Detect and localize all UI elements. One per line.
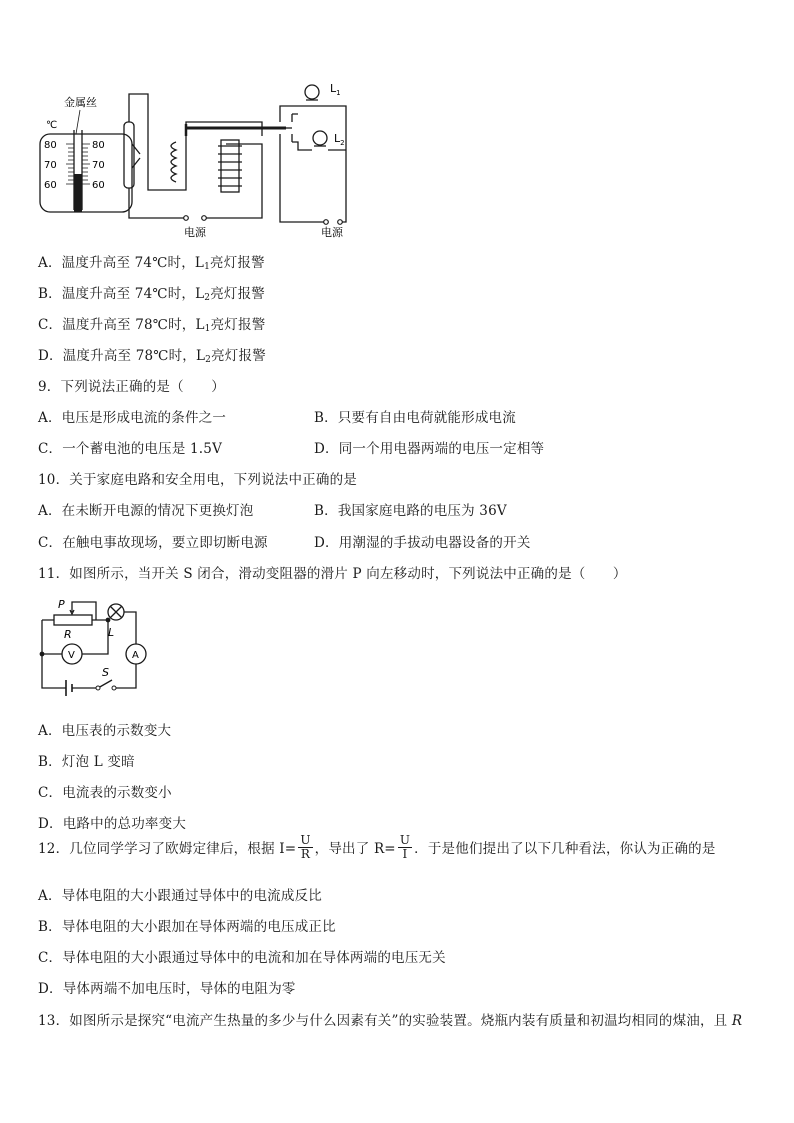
q9-stem: 9．下列说法正确的是（ ） [38,379,225,395]
scale-right-80: 80 [92,140,105,151]
q11-stem: 11．如图所示，当开关 S 闭合，滑动变阻器的滑片 P 向左移动时，下列说法中正确的是（ ） [38,566,627,582]
q12-option-b: B．导体电阻的大小跟加在导体两端的电压成正比 [38,919,336,935]
q11-option-d: D．电路中的总功率变大 [38,816,187,832]
q12-option-d: D．导体两端不加电压时，导体的电阻为零 [38,981,296,997]
q10-option-a: A．在未断开电源的情况下更换灯泡 [38,503,254,519]
celsius-label: ℃ [46,120,58,131]
q13-stem: 13．如图所示是探究“电流产生热量的多少与什么因素有关”的实验装置。烧瓶内装有质量和初温均相同的煤油，且 R [38,1013,743,1029]
slider-p-label: P [58,598,65,611]
q9-option-a: A．电压是形成电流的条件之一 [38,410,227,426]
q11-option-c: C．电流表的示数变小 [38,785,172,801]
scale-left-70: 70 [44,160,57,171]
q11-option-a: A．电压表的示数变大 [38,723,172,739]
scale-right-60: 60 [92,180,105,191]
lamp-l1-label: $L_1$ [330,82,341,97]
q12-stem: 12．几位同学学习了欧姆定律后，根据 I= $\frac{U}{R}$ ，导出了 R= $\frac{U}{I}$ ．于是他们提出了以下几种看法，你认为正确的是 [38,833,716,861]
q12-option-c: C．导体电阻的大小跟通过导体中的电流和加在导体两端的电压无关 [38,950,446,966]
q8-option-a: A．温度升高至 74℃时，$L_1$亮灯报警 [38,255,265,272]
q8-option-b: B．温度升高至 74℃时，$L_2$亮灯报警 [38,286,266,303]
q10-stem: 10．关于家庭电路和安全用电，下列说法中正确的是 [38,472,357,488]
lamp-l2-label: $L_2$ [334,132,345,147]
power-label-1: 电源 [184,226,206,239]
q12-option-a: A．导体电阻的大小跟通过导体中的电流成反比 [38,888,322,904]
q8-option-d: D．温度升高至 78℃时，$L_2$亮灯报警 [38,348,266,365]
power-label-2: 电源 [321,226,343,239]
q11-option-b: B．灯泡 L 变暗 [38,754,135,770]
q10-option-c: C．在触电事故现场，要立即切断电源 [38,535,268,551]
fraction-u-over-r: $\frac{U}{R}$ [300,833,311,861]
q9-option-b: B．只要有自由电荷就能形成电流 [314,410,516,426]
lamp-l-label: L [108,626,115,639]
rheostat-r-label: R [64,628,72,641]
scale-left-60: 60 [44,180,57,191]
scale-left-80: 80 [44,140,57,151]
q9-option-c: C．一个蓄电池的电压是 1.5V [38,441,223,457]
q10-option-b: B．我国家庭电路的电压为 36V [314,503,507,519]
metal-wire-label: 金属丝 [64,96,97,109]
fraction-u-over-i: $\frac{U}{I}$ [399,833,411,861]
switch-s-label: S [102,666,109,679]
q10-option-d: D．用潮湿的手拔动电器设备的开关 [314,535,531,551]
q8-option-c: C．温度升高至 78℃时，$L_1$亮灯报警 [38,317,266,334]
voltmeter-label: V [68,650,75,661]
scale-right-70: 70 [92,160,105,171]
q11-circuit-figure [36,592,156,704]
ammeter-label: A [132,650,139,661]
thermometer-relay-figure [36,82,356,242]
q9-option-d: D．同一个用电器两端的电压一定相等 [314,441,545,457]
